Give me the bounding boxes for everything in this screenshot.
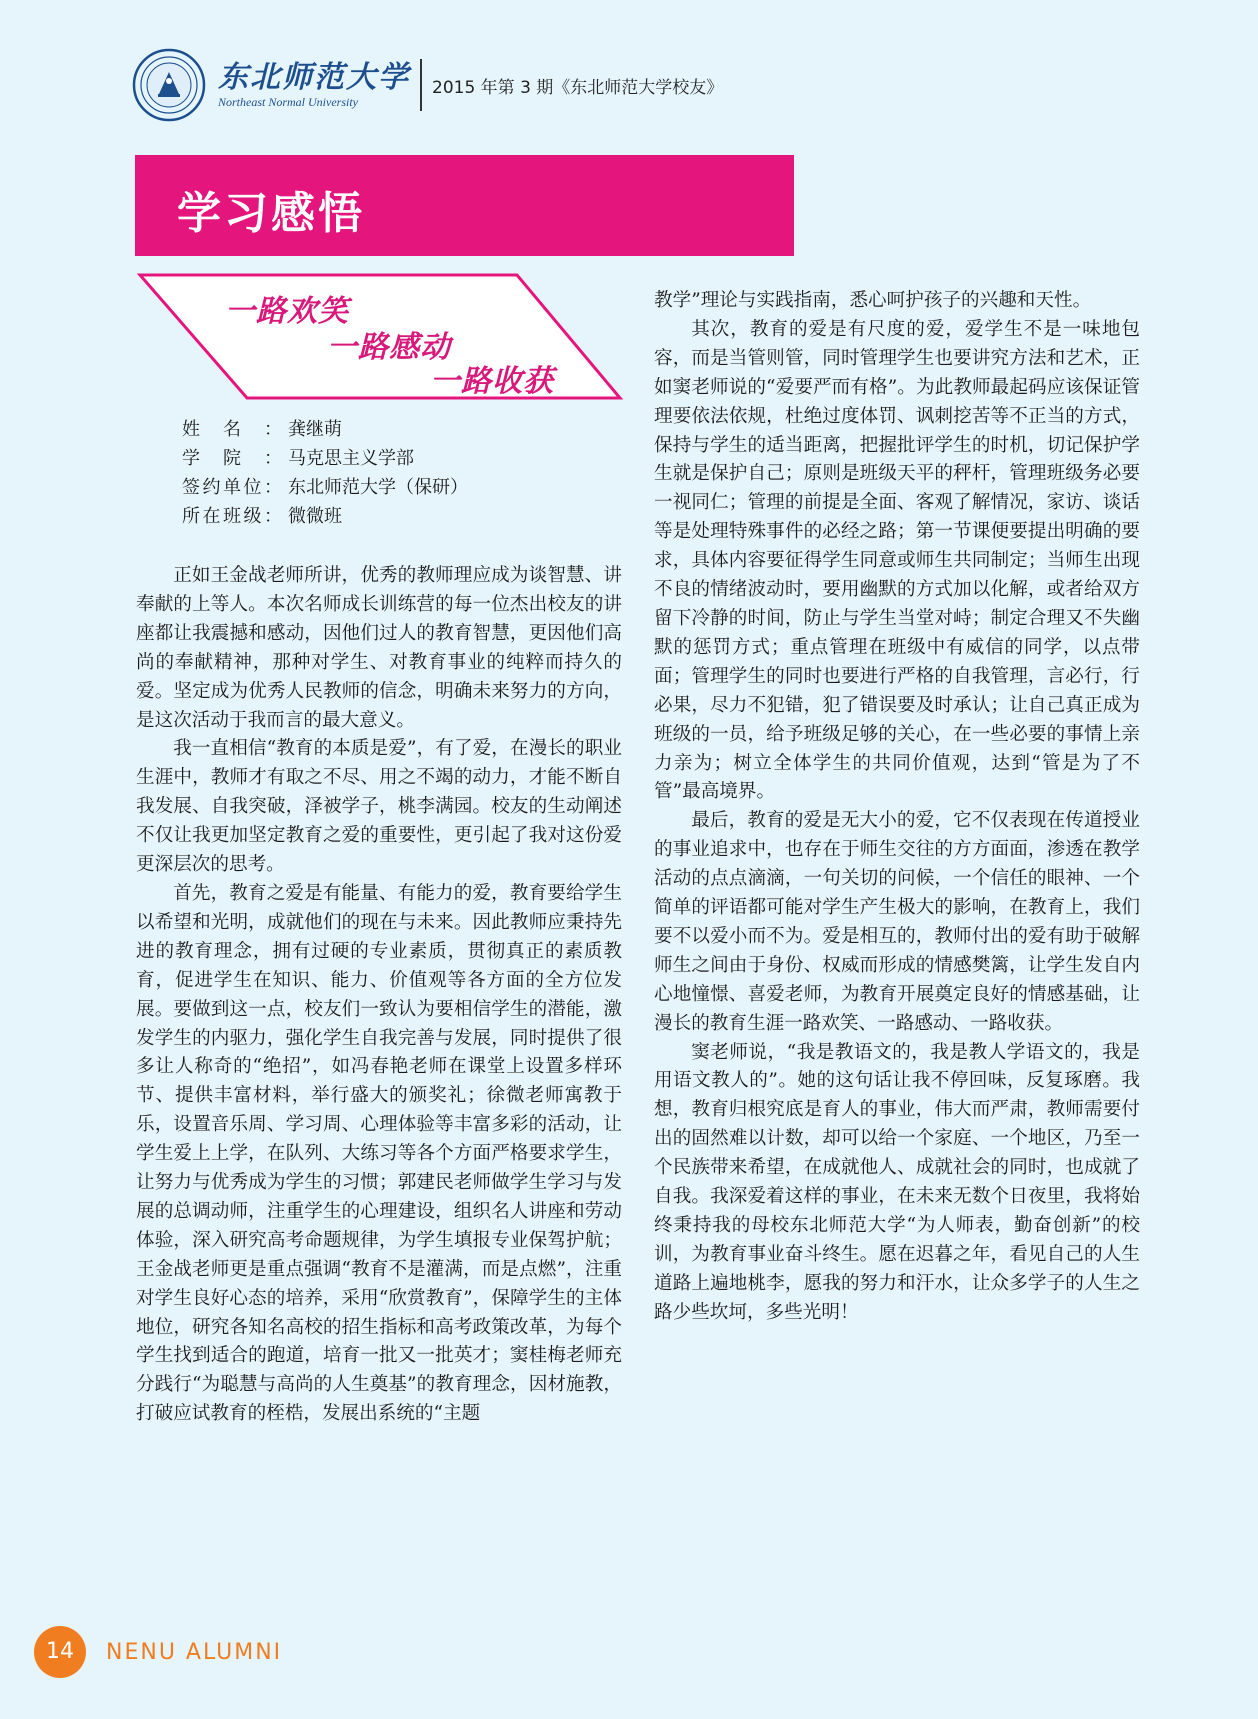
info-value: 马克思主义学部 bbox=[288, 448, 414, 469]
issue-label: 2015 年第 3 期《东北师范大学校友》 bbox=[432, 77, 724, 98]
paragraph-continued: 教学”理论与实践指南，悉心呵护孩子的兴趣和天性。 bbox=[654, 290, 1092, 311]
university-seal-logo bbox=[132, 48, 206, 122]
paragraph: 首先，教育之爱是有能量、有能力的爱，教育要给学生以希望和光明，成就他们的现在与未来。因此教师应秉持先进的教育理念，拥有过硬的专业素质，贯彻真正的素质教育，促进学生在知识、能力、价值观等各方面的全方位发展。要做到这一点，校友们一致认为要相信学生的潜能，激发学生的内驱力，强化学生自我完善与发展，同时提供了很多让人称奇的“绝招”，如冯春艳老师在课堂上设置多样环节、提供丰富材料，举行盛大的颁奖礼；徐微老师寓教于乐，设置音乐周、学习周、心理体验等丰富多彩的活动，让学生爱上上学，在队列、大练习等各个方面严格要求学生，让努力与优秀成为学生的习惯；郭建民老师做学生学习与发展的总调动师，注重学生的心理建设，组织名人讲座和劳动体验，深入研究高考命题规律，为学生填报专业保驾护航；王金战老师更是重点强调“教育不是灌满，而是点燃”，注重对学生良好心态的培养，采用“欣赏教育”，保障学生的主体地位，研究各知名高校的招生指标和高考政策改革，为每个学生找到适合的跑道，培育一批又一批英才；窦桂梅老师充分践行“为聪慧与高尚的人生奠基”的教育理念，因材施教，打破应试教育的桎梏，发展出系统的“主题 bbox=[136, 882, 622, 1425]
info-value: 微微班 bbox=[288, 506, 342, 527]
headline-line-1: 一路欢笑 bbox=[225, 294, 349, 329]
section-title: 学习感悟 bbox=[177, 188, 365, 239]
university-name-cn: 东北师范大学 bbox=[218, 60, 410, 95]
university-name-en: Northeast Normal University bbox=[218, 95, 358, 109]
info-row-name bbox=[182, 415, 468, 444]
section-banner bbox=[135, 155, 794, 256]
author-info bbox=[182, 415, 468, 531]
headline-line-3: 一路收获 bbox=[430, 364, 554, 399]
info-row-employer bbox=[182, 473, 468, 502]
info-value: 东北师范大学（保研） bbox=[288, 477, 468, 498]
body-column-left bbox=[136, 562, 622, 1429]
paragraph: 正如王金战老师所讲，优秀的教师理应成为谈智慧、讲奉献的上等人。本次名师成长训练营的每一位杰出校友的讲座都让我震撼和感动，因他们过人的教育智慧，更因他们高尚的奉献精神，那种对学生、对教育事业的纯粹而持久的爱。坚定成为优秀人民教师的信念，明确未来努力的方向，是这次活动于我而言的最大意义。 bbox=[136, 565, 622, 731]
info-row-school bbox=[182, 444, 468, 473]
header-divider bbox=[420, 59, 422, 111]
magazine-label: NENU ALUMNI bbox=[106, 1640, 283, 1665]
page-header bbox=[132, 50, 723, 120]
headline-line-2: 一路感动 bbox=[327, 330, 451, 365]
university-brand bbox=[218, 61, 410, 109]
body-column-right bbox=[654, 287, 1140, 1328]
info-label: 学院： bbox=[182, 448, 282, 469]
info-label: 所在班级： bbox=[182, 506, 282, 527]
page-number: 14 bbox=[46, 1639, 74, 1664]
info-value: 龚继萌 bbox=[288, 419, 342, 440]
info-label: 签约单位： bbox=[182, 477, 282, 498]
info-label: 姓名： bbox=[182, 419, 282, 440]
paragraph: 最后，教育的爱是无大小的爱，它不仅表现在传道授业的事业追求中，也存在于师生交往的方方面面，渗透在教学活动的点点滴滴，一句关切的问候，一个信任的眼神、一个简单的评语都可能对学生产生极大的影响，在教育上，我们要不以爱小而不为。爱是相互的，教师付出的爱有助于破解师生之间由于身份、权威而形成的情感樊篱，让学生发自内心地憧憬、喜爱老师，为教育开展奠定良好的情感基础，让漫长的教育生涯一路欢笑、一路感动、一路收获。 bbox=[654, 810, 1140, 1034]
paragraph: 我一直相信“教育的本质是爱”，有了爱，在漫长的职业生涯中，教师才有取之不尽、用之不竭的动力，才能不断自我发展、自我突破，泽被学子，桃李满园。校友的生动阐述不仅让我更加坚定教育之爱的重要性，更引起了我对这份爱更深层次的思考。 bbox=[136, 738, 622, 876]
paragraph: 其次，教育的爱是有尺度的爱，爱学生不是一味地包容，而是当管则管，同时管理学生也要讲究方法和艺术，正如窦老师说的“爱要严而有格”。为此教师最起码应该保证管理要依法依规，杜绝过度体罚、讽刺挖苦等不正当的方式，保持与学生的适当距离，把握批评学生的时机，切记保护学生就是保护自己；原则是班级天平的秤杆，管理班级务必要一视同仁；管理的前提是全面、客观了解情况，家访、谈话等是处理特殊事件的必经之路；第一节课便要提出明确的要求，具体内容要征得学生同意或师生共同制定；当师生出现不良的情绪波动时，要用幽默的方式加以化解，或者给双方留下冷静的时间，防止与学生当堂对峙；制定合理又不失幽默的惩罚方式；重点管理在班级中有威信的同学，以点带面；管理学生的同时也要进行严格的自我管理，言必行，行必果，尽力不犯错，犯了错误要及时承认；让自己真正成为班级的一员，给予班级足够的关心，在一些必要的事情上亲力亲为；树立全体学生的共同价值观，达到“管是为了不管”最高境界。 bbox=[654, 318, 1140, 803]
info-row-class bbox=[182, 502, 468, 531]
paragraph: 窦老师说，“我是教语文的，我是教人学语文的，我是用语文教人的”。她的这句话让我不停回味，反复琢磨。我想，教育归根究底是育人的事业，伟大而严肃，教师需要付出的固然难以计数，却可以给一个家庭、一个地区，乃至一个民族带来希望，在成就他人、成就社会的同时，也成就了自我。我深爱着这样的事业，在未来无数个日夜里，我将始终秉持我的母校东北师范大学“为人师表，勤奋创新”的校训，为教育事业奋斗终生。愿在迟暮之年，看见自己的人生道路上遍地桃李，愿我的努力和汗水，让众多学子的人生之路少些坎坷，多些光明！ bbox=[654, 1041, 1140, 1323]
